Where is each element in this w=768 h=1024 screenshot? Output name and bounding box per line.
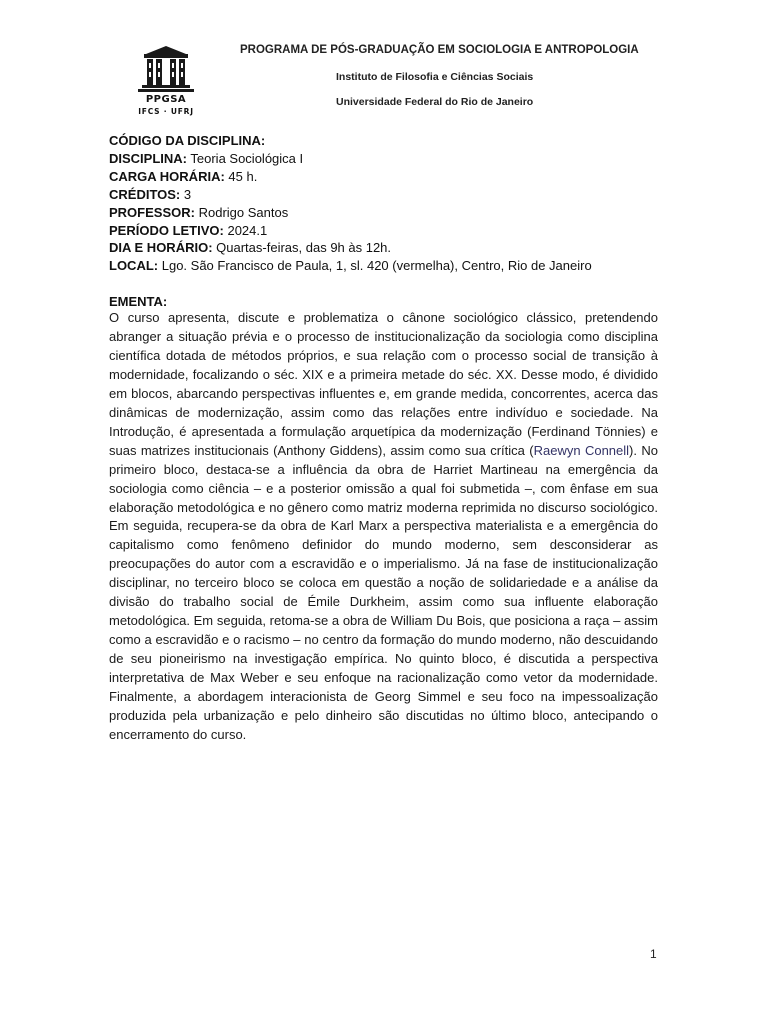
ementa-text-part1: O curso apresenta, discute e problematiza o cânone sociológico clássico, pretendendo abranger a situação prévia e o processo de institucionalização da sociologia como disciplina científica dotada de métodos próprios, e sua relação com o processo social de transição à modernidade, focalizando o séc. XIX e a primeira metade do séc. XX. Desse modo, é dividido em blocos, abarcando perspectivas influentes e, em grande medida, concorrentes, acerca das dinâmicas de modernização, assim como das relações entre indivíduo e sociedade. Na Introdução, é apresentada a formulação arquetípica da modernização (Ferdinand Tönnies) e suas matrizes institucionais (Anthony Giddens), assim como sua crítica ( (109, 310, 658, 458)
term-row (109, 222, 669, 240)
page-number: 1 (650, 947, 657, 961)
location-label: LOCAL: (109, 258, 159, 274)
university-name: Universidade Federal do Rio de Janeiro (336, 96, 534, 108)
logo-subtitle: IFCS · UFRJ (138, 107, 194, 116)
schedule-row (109, 239, 669, 257)
ementa-highlight: Raewyn Connell (533, 442, 630, 458)
course-info (109, 132, 669, 275)
hours-value: 45 h. (228, 168, 258, 184)
professor-label: PROFESSOR: (109, 204, 195, 220)
ementa-paragraph (109, 309, 658, 745)
credits-label: CRÉDITOS: (109, 186, 181, 202)
building-columns-icon (120, 44, 212, 94)
credits-value: 3 (183, 186, 192, 202)
logo-name: PPGSA (145, 94, 187, 105)
term-value: 2024.1 (227, 222, 268, 238)
ementa-heading: EMENTA: (109, 294, 168, 309)
credits-row (109, 186, 669, 204)
term-label: PERÍODO LETIVO: (109, 222, 224, 238)
location-value: Lgo. São Francisco de Paula, 1, sl. 420 (vermelha), Centro, Rio de Janeiro (161, 258, 592, 274)
professor-value: Rodrigo Santos (198, 204, 289, 220)
hours-label: CARGA HORÁRIA: (109, 168, 225, 184)
discipline-row (109, 150, 669, 168)
professor-row (109, 204, 669, 222)
location-row (109, 257, 669, 275)
ppgsa-logo (120, 44, 212, 122)
course-code-label: CÓDIGO DA DISCIPLINA: (109, 133, 266, 148)
discipline-label: DISCIPLINA: (109, 150, 187, 166)
schedule-value: Quartas-feiras, das 9h às 12h. (216, 240, 392, 256)
ementa-text-part2: ). No primeiro bloco, destaca-se a influência da obra de Harriet Martineau na emergência da sociologia como ciência – e a posterior omissão a qual foi submetida –, com ênfase em sua elaboração metodológica e no gênero como matriz moderna reprimida no discurso sociológico. Em seguida, recupera-se da obra de Karl Marx a perspectiva materialista e a emergência do capitalismo como fenômeno definidor do mundo moderno, sem desconsiderar as preocupações do autor com a escravidão e o imperialismo. Já na fase de institucionalização disciplinar, no terceiro bloco se coloca em questão a noção de solidariedade e a análise da divisão do trabalho social de Émile Durkheim, assim como sua influente elaboração metodológica. Em seguida, retoma-se a obra de William Du Bois, que posiciona a raça – assim como a escravidão e o racismo – no centro da formação do mundo moderno, não descuidando de seu pioneirismo na investigação empírica. No quinto bloco, é discutida a perspectiva interpretativa de Max Weber e seu enfoque na racionalização como vetor da modernidade. Finalmente, a abordagem interacionista de Georg Simmel e seu foco na impessoalização produzida pela urbanização e pelo dinheiro são discutidas no último bloco, antecipando o encerramento do curso. (109, 442, 658, 742)
course-code-row (109, 132, 669, 150)
hours-row (109, 168, 669, 186)
schedule-label: DIA E HORÁRIO: (109, 240, 213, 256)
program-title: PROGRAMA DE PÓS-GRADUAÇÃO EM SOCIOLOGIA E ANTROPOLOGIA (240, 44, 639, 56)
discipline-value: Teoria Sociológica I (190, 150, 304, 166)
institute-name: Instituto de Filosofia e Ciências Sociais (336, 71, 534, 83)
